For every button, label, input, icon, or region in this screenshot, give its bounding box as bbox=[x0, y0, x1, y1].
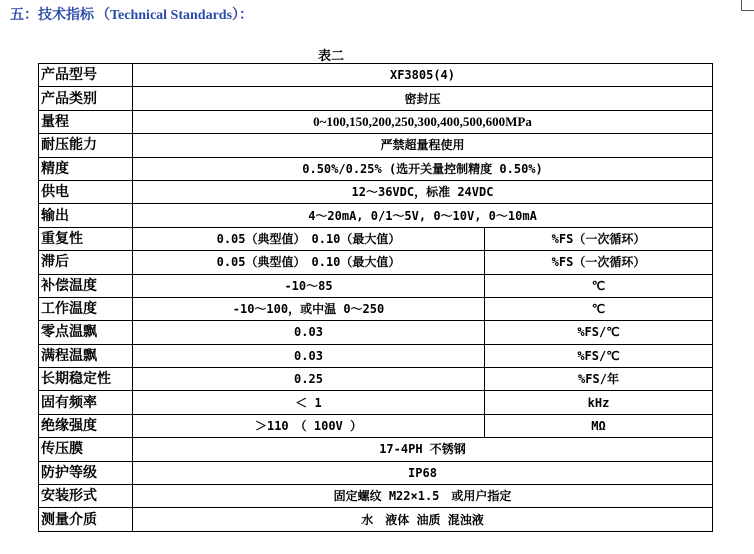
table-row bbox=[39, 180, 713, 203]
row-value: IP68 bbox=[133, 461, 713, 484]
row-label: 补偿温度 bbox=[39, 274, 133, 297]
heading-english: （Technical Standards）： bbox=[96, 8, 254, 23]
heading-prefix: 五：技术指标 bbox=[10, 7, 94, 23]
row-value: 0~100,150,200,250,300,400,500,600MPa bbox=[133, 110, 713, 133]
row-unit: %FS/℃ bbox=[485, 344, 713, 367]
row-label: 滞后 bbox=[39, 251, 133, 274]
row-value: 密封压 bbox=[133, 87, 713, 110]
row-label: 长期稳定性 bbox=[39, 368, 133, 391]
row-unit: %FS/年 bbox=[485, 368, 713, 391]
table-row bbox=[39, 204, 713, 227]
row-label: 满程温飘 bbox=[39, 344, 133, 367]
corner-mark bbox=[741, 0, 754, 11]
row-value: 0.50%/0.25% (选开关量控制精度 0.50%) bbox=[133, 157, 713, 180]
row-unit: %FS（一次循环） bbox=[485, 251, 713, 274]
row-label: 传压膜 bbox=[39, 438, 133, 461]
row-value: 固定螺纹 M22×1.5 或用户指定 bbox=[133, 485, 713, 508]
row-label: 重复性 bbox=[39, 227, 133, 250]
row-value: ＜ 1 bbox=[133, 391, 485, 414]
row-label: 产品类别 bbox=[39, 87, 133, 110]
row-value: -10～85 bbox=[133, 274, 485, 297]
row-label: 安装形式 bbox=[39, 485, 133, 508]
row-value: XF3805(4) bbox=[133, 64, 713, 87]
row-value: 水 液体 油质 混浊液 bbox=[133, 508, 713, 532]
table-row bbox=[39, 87, 713, 110]
row-value: -10～100，或中温 0～250 bbox=[133, 297, 485, 320]
row-unit: kHz bbox=[485, 391, 713, 414]
table-row bbox=[39, 321, 713, 344]
table-row bbox=[39, 368, 713, 391]
row-label: 零点温飘 bbox=[39, 321, 133, 344]
table-row bbox=[39, 110, 713, 133]
row-unit: MΩ bbox=[485, 414, 713, 437]
table-row bbox=[39, 134, 713, 157]
table-caption: 表二 bbox=[318, 49, 345, 64]
row-value: 严禁超量程使用 bbox=[133, 134, 713, 157]
section-heading bbox=[10, 4, 253, 24]
row-label: 测量介质 bbox=[39, 508, 133, 532]
row-value: ＞110 （ 100V ） bbox=[133, 414, 485, 437]
table-row bbox=[39, 157, 713, 180]
row-value: 4～20mA, 0/1～5V, 0～10V, 0～10mA bbox=[133, 204, 713, 227]
row-value: 12～36VDC，标准 24VDC bbox=[133, 180, 713, 203]
table-row bbox=[39, 64, 713, 87]
row-value: 0.25 bbox=[133, 368, 485, 391]
row-value: 0.05（典型值） 0.10（最大值） bbox=[133, 251, 485, 274]
table-row bbox=[39, 227, 713, 250]
table-row bbox=[39, 251, 713, 274]
table-row bbox=[39, 485, 713, 508]
table-row bbox=[39, 344, 713, 367]
table-row bbox=[39, 438, 713, 461]
row-label: 防护等级 bbox=[39, 461, 133, 484]
table-row bbox=[39, 461, 713, 484]
row-label: 输出 bbox=[39, 204, 133, 227]
row-value: 0.03 bbox=[133, 344, 485, 367]
row-label: 工作温度 bbox=[39, 297, 133, 320]
spec-table bbox=[38, 63, 713, 532]
row-label: 固有频率 bbox=[39, 391, 133, 414]
row-unit: %FS/℃ bbox=[485, 321, 713, 344]
spec-table-body bbox=[39, 64, 713, 532]
row-value: 17-4PH 不锈钢 bbox=[133, 438, 713, 461]
row-label: 产品型号 bbox=[39, 64, 133, 87]
row-unit: ℃ bbox=[485, 297, 713, 320]
table-row bbox=[39, 414, 713, 437]
row-unit: ℃ bbox=[485, 274, 713, 297]
row-value: 0.03 bbox=[133, 321, 485, 344]
row-label: 耐压能力 bbox=[39, 134, 133, 157]
row-value: 0.05（典型值） 0.10（最大值） bbox=[133, 227, 485, 250]
table-row bbox=[39, 391, 713, 414]
table-row bbox=[39, 508, 713, 532]
table-row bbox=[39, 274, 713, 297]
row-label: 绝缘强度 bbox=[39, 414, 133, 437]
row-label: 精度 bbox=[39, 157, 133, 180]
row-label: 供电 bbox=[39, 180, 133, 203]
row-unit: %FS（一次循环） bbox=[485, 227, 713, 250]
row-label: 量程 bbox=[39, 110, 133, 133]
table-row bbox=[39, 297, 713, 320]
